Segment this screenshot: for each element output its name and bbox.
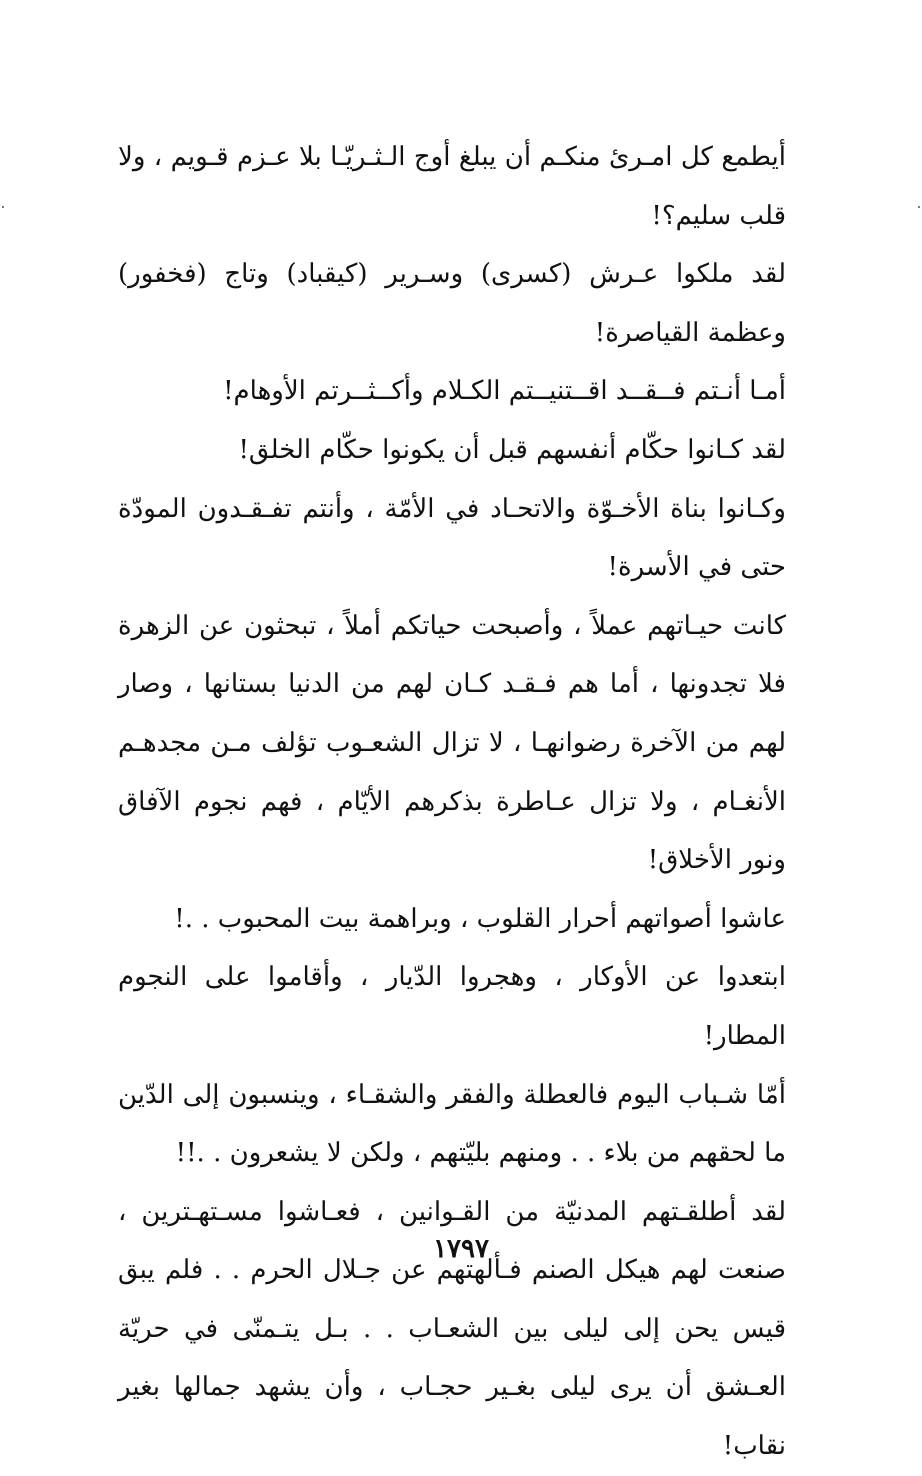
page-body [118,128,786,1476]
paragraph: أيطمع كل امـرئ منكـم أن يبلغ أوج الـثـريّـا بلا عـزم قـويم ، ولا قلب سليم؟! [118,142,786,231]
scan-edge-mark [918,206,920,208]
scan-edge-mark [2,206,4,208]
paragraph: لقد كـانوا حكّام أنفسهم قبل أن يكونوا حكّام الخلق! [238,434,786,465]
paragraph: وكـانوا بناة الأخـوّة والاتحـاد في الأمّة ، وأنتم تفـقـدون المودّة حتى في الأسرة! [118,493,786,583]
page-number: ١٧٩٧ [433,1234,489,1264]
paragraph: أمّا شـباب اليوم فالعطلة والفقر والشقـاء ، وينسبون إلى الدّين ما لحقهم من بلاء . . ومنهم بليّتهم ، ولكن لا يشعرون . .!! [118,1079,786,1169]
paragraph: أمـا أنـتم فــقــد اقــتنيــتم الكـلام وأكــثــرتم الأوهام! [223,376,786,407]
paragraph: كانت حيـاتهم عملاً ، وأصبحت حياتكم أملاً ، تبحثون عن الزهرة فلا تجدونها ، أما هم فـقـد كـان لهم من الدنيا بستانها ، وصار لهم من الآخرة رضوانهـا ، لا تزال الشعـوب تؤلف مـن مجدهـم الأنغـام ، ولا تزال عـاطرة بذكرهم الأيّام ، فهم نجوم الآفاق ونور الأخلاق! [118,610,786,876]
paragraph: ابتعدوا عن الأوكار ، وهجروا الدّيار ، وأقاموا على النجوم المطار! [118,962,786,1051]
paragraph: لقد ملكوا عـرش (كسرى) وسـرير (كيقباد) وتاج (فخفور) وعظمة القياصرة! [118,259,786,348]
paragraph: عاشوا أصواتهم أحرار القلوب ، وبراهمة بيت المحبوب . .! [174,903,786,934]
paragraph: لقد أطلقـتهم المدنيّة من القـوانين ، فعـاشوا مسـتهـترين ، صنعت لهم هيكل الصنم فـألهتهم عن جـلال الحرم . . فلم يبق قيس يحن إلى ليلى بين الشعـاب . . بـل يتـمنّى في حريّة العـشق أن يرى ليلى بغـير حجـاب ، وأن يشهد جمالها بغير نقاب! [118,1196,786,1462]
